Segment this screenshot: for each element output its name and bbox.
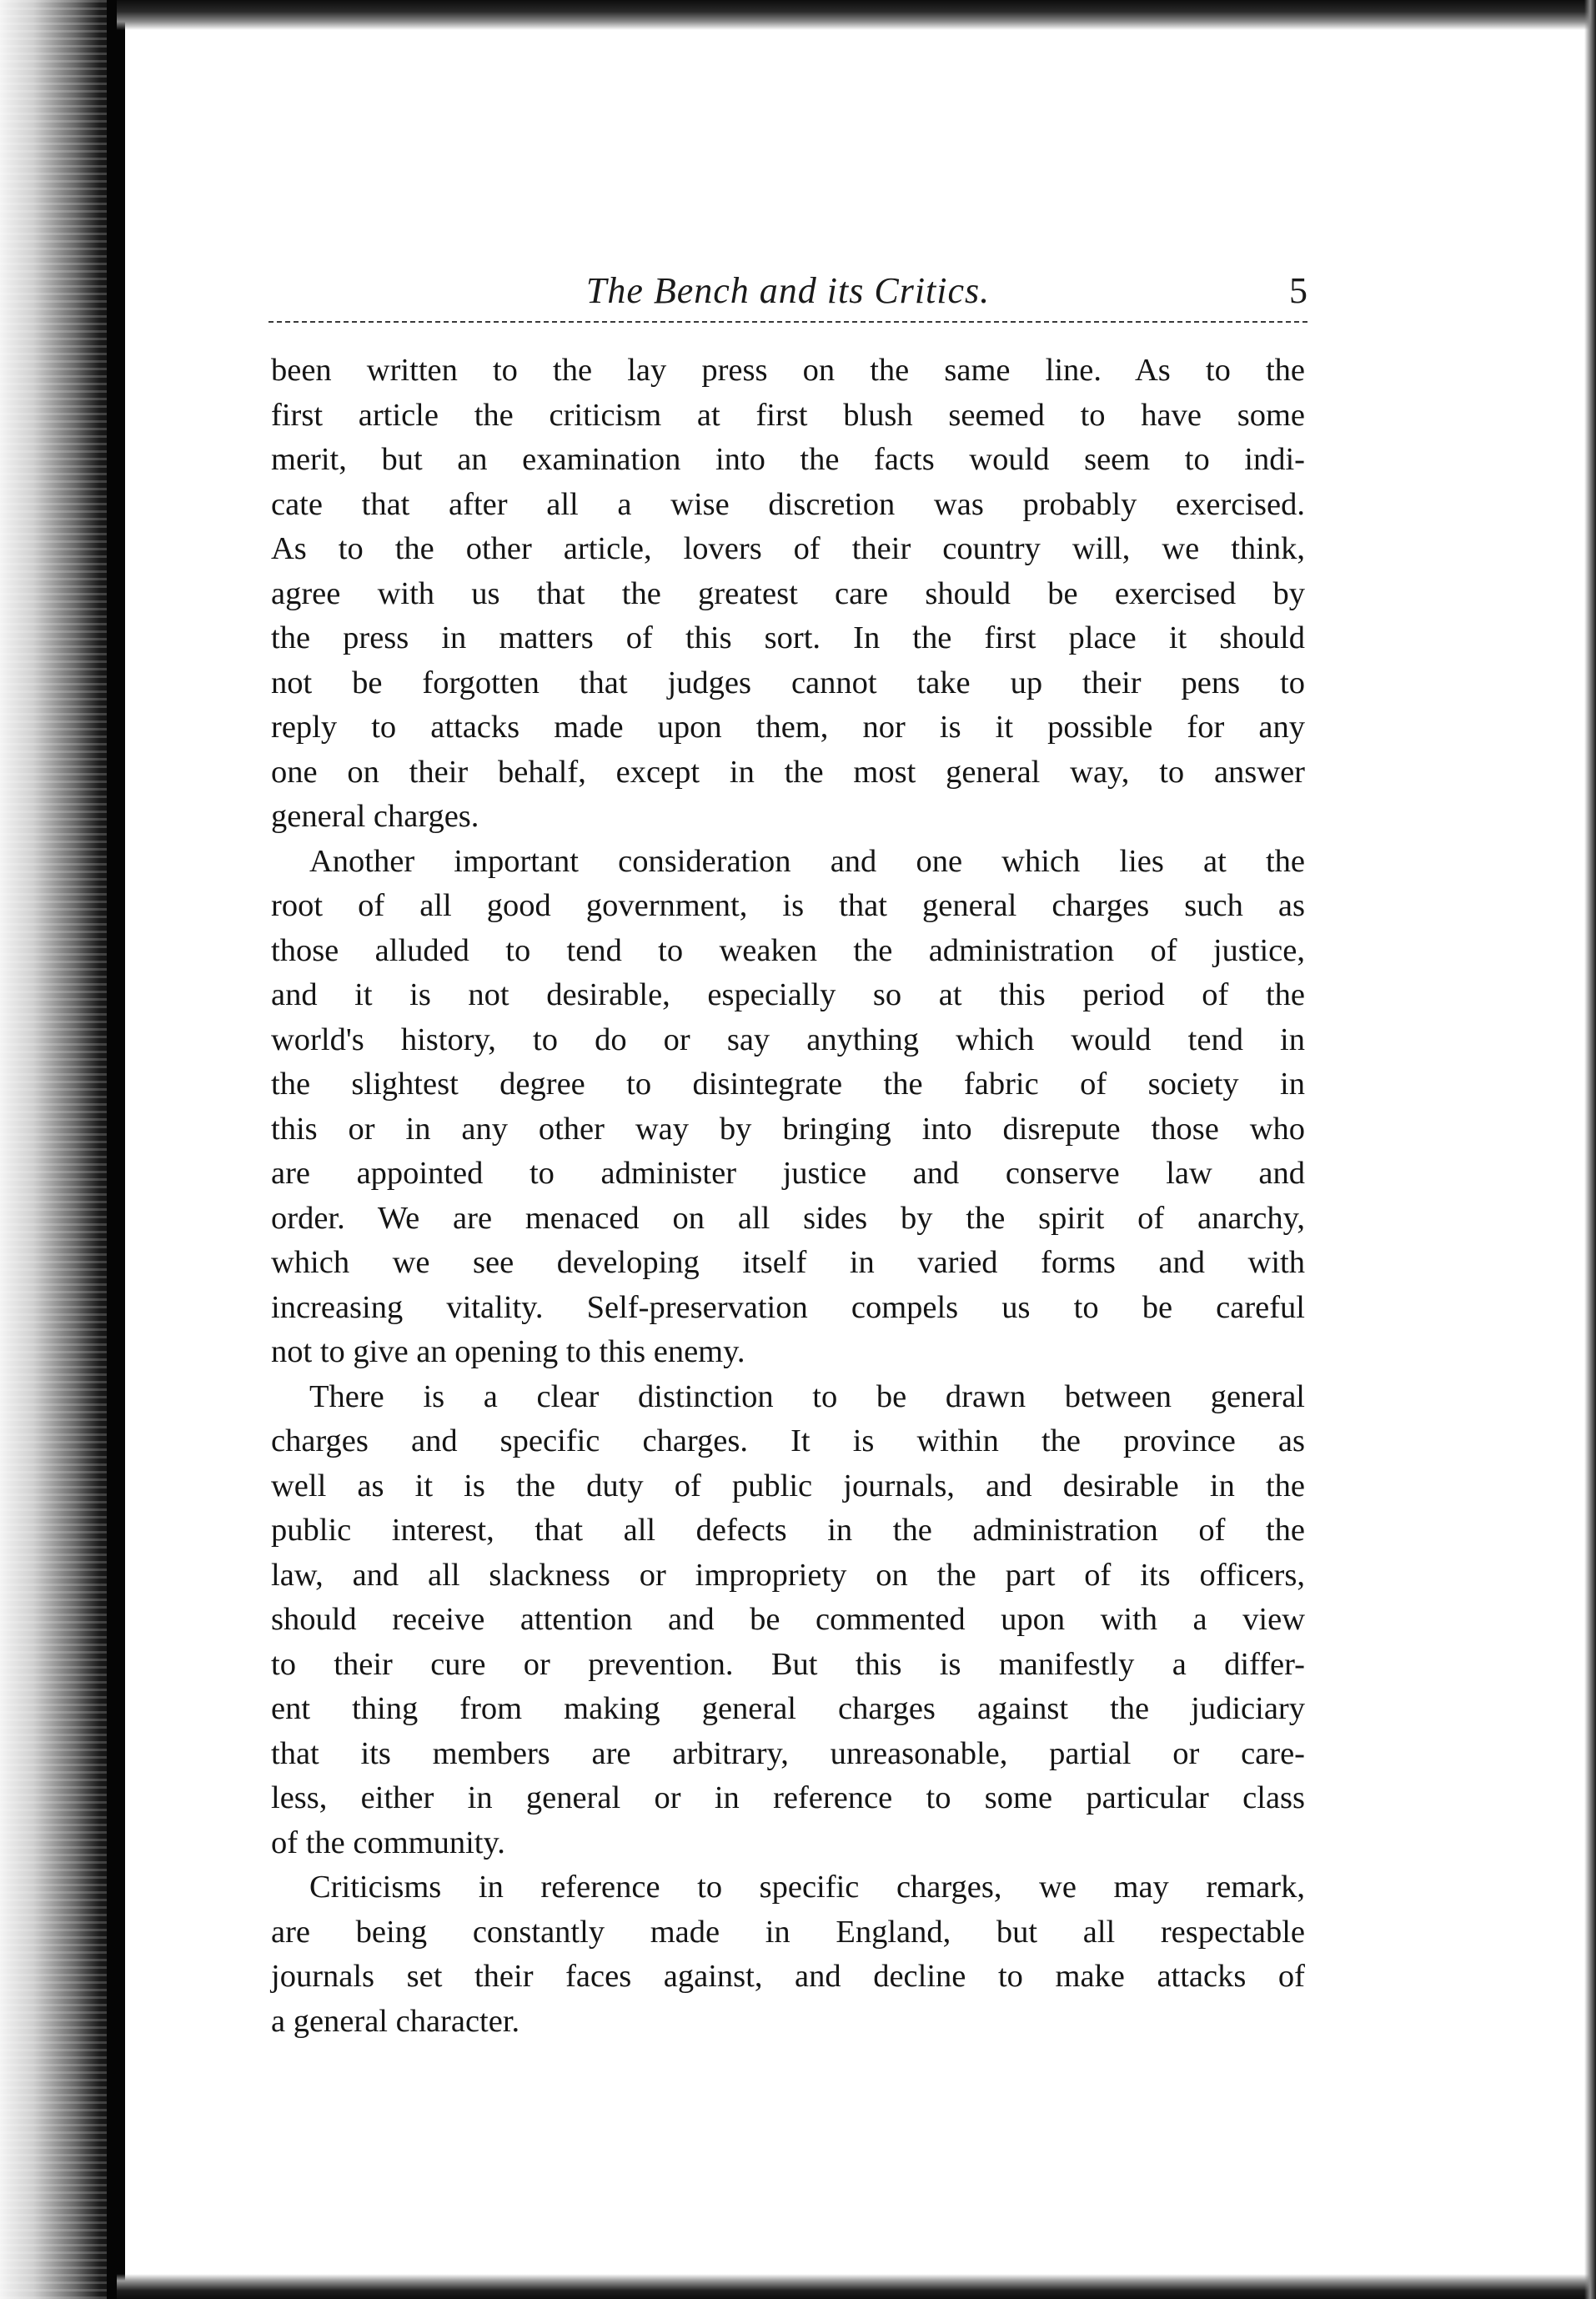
text-line: those alluded to tend to weaken the administration of justice,: [271, 932, 1305, 968]
text-line: agree with us that the greatest care should be exercised by: [271, 575, 1305, 611]
page-number: 5: [1289, 270, 1307, 311]
header-rule: [269, 321, 1307, 323]
text-line: world's history, to do or say anything which would tend in: [271, 1021, 1305, 1057]
text-line: public interest, that all defects in the administration of the: [271, 1513, 1305, 1548]
running-title: The Bench and its Critics.: [585, 270, 991, 311]
text-line: Another important consideration and one which lies at the: [309, 843, 1305, 879]
text-line: well as it is the duty of public journals, and desirable in the: [271, 1468, 1305, 1503]
text-line: cate that after all a wise discretion was probably exercised.: [271, 486, 1305, 522]
text-line: are being constantly made in England, but all respectable: [271, 1914, 1305, 1950]
text-line: There is a clear distinction to be drawn between general: [309, 1378, 1305, 1414]
text-line: that its members are arbitrary, unreasonable, partial or care-: [271, 1735, 1305, 1771]
text-line: order. We are menaced on all sides by the spirit of anarchy,: [271, 1200, 1305, 1236]
text-line: journals set their faces against, and decline to make attacks of: [271, 1959, 1305, 1994]
text-line: charges and specific charges. It is within the province as: [271, 1423, 1305, 1458]
paragraph: [271, 349, 1305, 840]
text-line: increasing vitality. Self-preservation compels us to be careful: [271, 1289, 1305, 1325]
text-line: to their cure or prevention. But this is manifestly a differ-: [271, 1646, 1305, 1682]
text-line: reply to attacks made upon them, nor is it possible for any: [271, 710, 1305, 745]
text-line: Criticisms in reference to specific charges, we may remark,: [309, 1870, 1305, 1905]
text-line: and it is not desirable, especially so at this period of the: [271, 977, 1305, 1012]
text-line: not to give an opening to this enemy.: [271, 1334, 745, 1369]
paragraph: [271, 840, 1305, 1375]
text-line: the press in matters of this sort. In the first place it should: [271, 620, 1305, 655]
text-line: first article the criticism at first blush seemed to have some: [271, 397, 1305, 433]
text-line: a general character.: [271, 2003, 520, 2039]
text-line: are appointed to administer justice and conserve law and: [271, 1156, 1305, 1191]
scan-bottom-edge: [117, 2274, 1596, 2299]
text-line: merit, but an examination into the facts would seem to indi-: [271, 442, 1305, 477]
text-line: law, and all slackness or impropriety on the part of its officers,: [271, 1557, 1305, 1593]
text-line: less, either in general or in reference to some particular class: [271, 1780, 1305, 1815]
text-line: been written to the lay press on the same line. As to the: [271, 353, 1305, 388]
scan-binding-edge: [0, 0, 125, 2299]
text-line: the slightest degree to disintegrate the fabric of society in: [271, 1067, 1305, 1102]
running-head: [269, 265, 1307, 317]
text-line: which we see developing itself in varied forms and with: [271, 1245, 1305, 1280]
paragraph: [271, 1375, 1305, 1866]
text-line: should receive attention and be commented upon with a view: [271, 1602, 1305, 1637]
scan-right-edge: [1584, 0, 1596, 2299]
text-line: of the community.: [271, 1825, 505, 1860]
text-line: not be forgotten that judges cannot take up their pens to: [271, 665, 1305, 700]
paragraph: [271, 1865, 1305, 2044]
text-line: root of all good government, is that general charges such as: [271, 888, 1305, 923]
text-line: general charges.: [271, 799, 479, 834]
text-line: this or in any other way by bringing into disrepute those who: [271, 1111, 1305, 1147]
text-line: ent thing from making general charges against the judiciary: [271, 1691, 1305, 1726]
text-line: As to the other article, lovers of their country will, we think,: [271, 531, 1305, 566]
text-line: one on their behalf, except in the most general way, to answer: [271, 754, 1305, 790]
scan-top-edge: [117, 0, 1596, 30]
page-body: [271, 349, 1305, 2044]
